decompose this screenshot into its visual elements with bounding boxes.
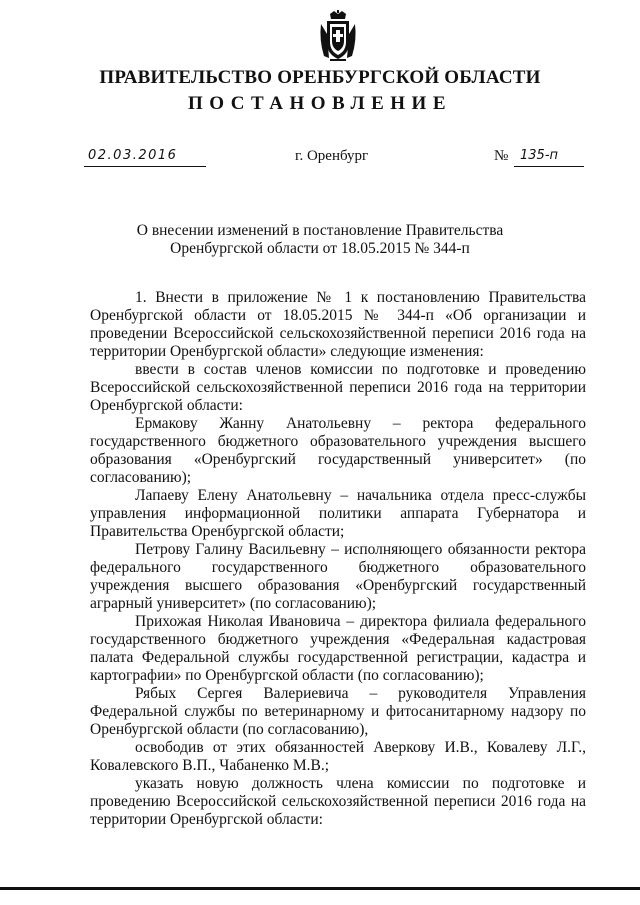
paragraph-9: указать новую должность члена комиссии по подготовке и проведению Всероссийской сельскохозяйственной переписи 2016 года на территории Оренбургской области: [90,775,586,828]
paragraph-6: Прихожая Николая Ивановича – директора филиала федерального государственного бюджетного учреждения «Федеральная кадастровая палата Федеральной службы государственной регистрации, кадастра и картографии» по Оренбургской области (по согласованию); [90,613,586,684]
subject-line-2: Оренбургской области от 18.05.2015 № 344-п [170,240,470,257]
document-type: ПОСТАНОВЛЕНИЕ [187,93,453,114]
document-city: г. Оренбург [295,148,369,164]
document-subject [0,222,640,258]
paragraph-5: Петрову Галину Васильевну – исполняющего обязанности ректора федерального государственного бюджетного образовательного учреждения высшего образования «Оренбургский государственный аграрный университет» (по согласованию); [90,541,586,612]
paragraph-4: Лапаеву Елену Анатольевну – начальника отдела пресс-службы управления информационной политики аппарата Губернатора и Правительства Оренбургской области; [90,487,586,540]
coat-of-arms-icon [318,10,358,62]
government-name: ПРАВИТЕЛЬСТВО ОРЕНБУРГСКОЙ ОБЛАСТИ [99,67,541,88]
number-sign: № [494,148,509,164]
paragraph-8: освободив от этих обязанностей Аверкову И.В., Ковалеву Л.Г., Ковалевского В.П., Чабаненко М.В.; [90,739,586,774]
bottom-rule [0,887,640,890]
paragraph-3: Ермакову Жанну Анатольевну – ректора федерального государственного бюджетного образовательного учреждения высшего образования «Оренбургский государственный университет» (по согласованию); [90,415,586,486]
paragraph-2: ввести в состав членов комиссии по подготовке и проведению Всероссийской сельскохозяйственной переписи 2016 года на территории Оренбургской области: [90,361,586,414]
paragraph-1: 1. Внести в приложение № 1 к постановлению Правительства Оренбургской области от 18.05.2015 № 344-п «Об организации и проведении Всероссийской сельскохозяйственной переписи 2016 года на территории Оренбургской области» следующие изменения: [90,289,586,360]
document-number: 135-п [514,147,584,167]
paragraph-7: Рябых Сергея Валериевича – руководителя Управления Федеральной службы по ветеринарному и фитосанитарному надзору по Оренбургской области (по согласованию), [90,685,586,738]
subject-line-1: О внесении изменений в постановление Правительства [136,222,504,239]
document-date: 02.03.2016 [84,147,206,167]
document-body [90,289,586,829]
